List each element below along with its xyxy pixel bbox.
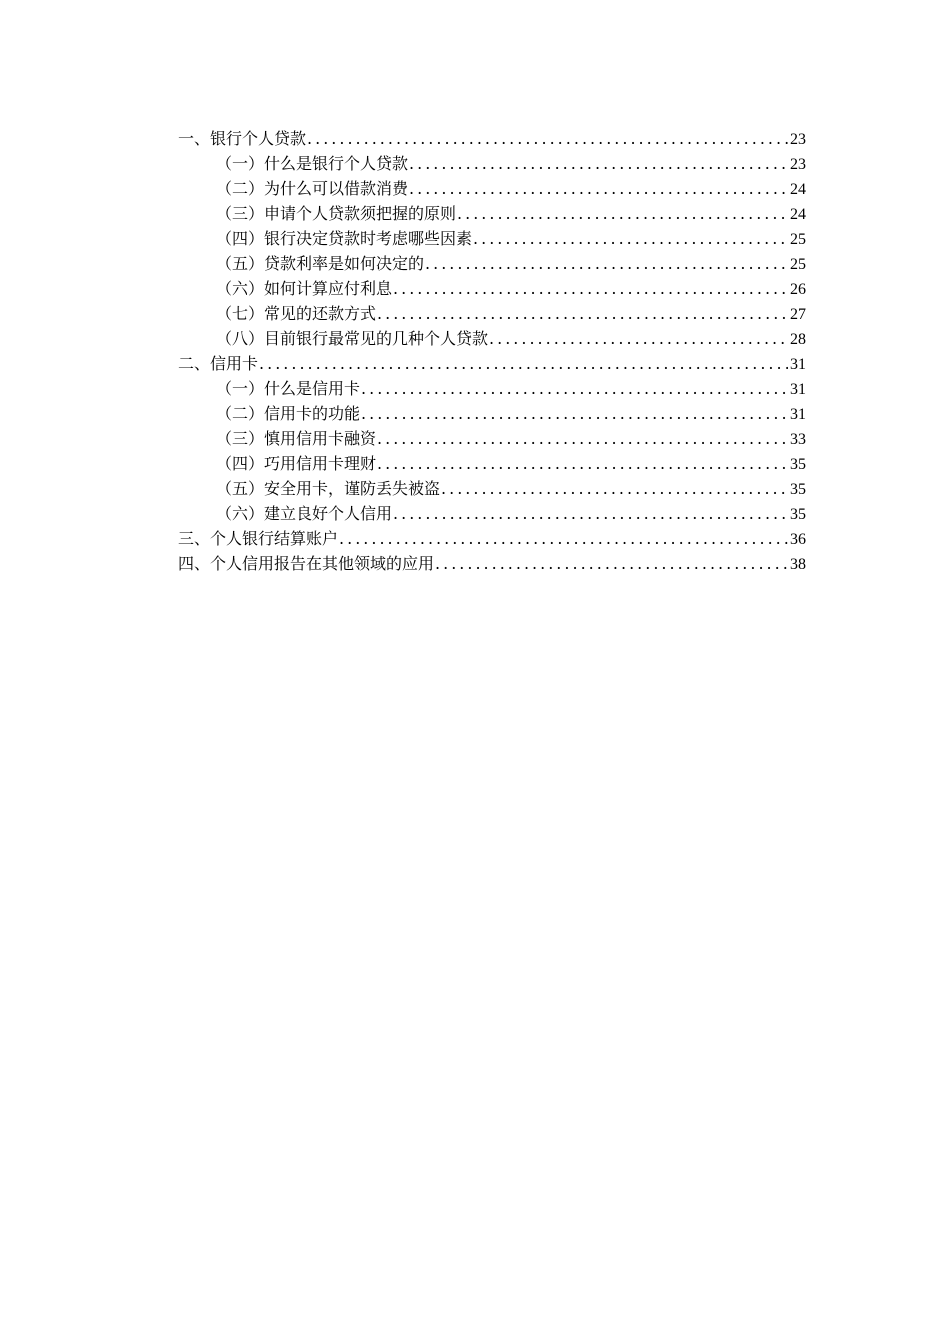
dot-leader xyxy=(457,201,788,226)
toc-entry-title: （四）巧用信用卡理财 xyxy=(216,454,377,473)
toc-entry-page: 31 xyxy=(790,356,806,373)
dot-leader xyxy=(377,451,788,476)
toc-entry-page: 24 xyxy=(790,206,806,223)
dot-leader xyxy=(409,151,788,176)
toc-entry-title: （五）安全用卡，谨防丢失被盗 xyxy=(216,479,441,498)
toc-entry[interactable] xyxy=(178,426,806,451)
toc-entry-title: （二）为什么可以借款消费 xyxy=(216,179,409,198)
toc-entry-page: 35 xyxy=(790,506,806,523)
toc-entry[interactable] xyxy=(178,401,806,426)
toc-entry[interactable] xyxy=(178,301,806,326)
toc-entry-title: （五）贷款利率是如何决定的 xyxy=(216,254,425,273)
toc-entry[interactable] xyxy=(178,276,806,301)
toc-entry-title: （二）信用卡的功能 xyxy=(216,404,361,423)
dot-leader xyxy=(393,276,788,301)
toc-entry-page: 25 xyxy=(790,231,806,248)
dot-leader xyxy=(425,251,788,276)
toc-entry-page: 33 xyxy=(790,431,806,448)
toc-entry-page: 36 xyxy=(790,531,806,548)
dot-leader xyxy=(435,551,788,576)
table-of-contents xyxy=(178,126,806,576)
dot-leader xyxy=(377,426,788,451)
toc-entry[interactable] xyxy=(178,551,806,576)
toc-entry[interactable] xyxy=(178,226,806,251)
toc-entry[interactable] xyxy=(178,451,806,476)
toc-entry[interactable] xyxy=(178,526,806,551)
dot-leader xyxy=(441,476,788,501)
toc-entry-page: 26 xyxy=(790,281,806,298)
toc-entry[interactable] xyxy=(178,151,806,176)
toc-entry-page: 23 xyxy=(790,156,806,173)
toc-entry-page: 31 xyxy=(790,406,806,423)
dot-leader xyxy=(361,376,788,401)
toc-entry-page: 27 xyxy=(790,306,806,323)
dot-leader xyxy=(393,501,788,526)
toc-entry-title: （一）什么是信用卡 xyxy=(216,379,361,398)
toc-entry[interactable] xyxy=(178,326,806,351)
dot-leader xyxy=(377,301,788,326)
toc-entry-page: 35 xyxy=(790,456,806,473)
toc-entry-page: 38 xyxy=(790,556,806,573)
toc-entry-title: 二、信用卡 xyxy=(178,354,259,373)
toc-entry-title: （四）银行决定贷款时考虑哪些因素 xyxy=(216,229,473,248)
toc-entry-page: 35 xyxy=(790,481,806,498)
toc-entry-title: （一）什么是银行个人贷款 xyxy=(216,154,409,173)
toc-entry-title: （三）申请个人贷款须把握的原则 xyxy=(216,204,457,223)
toc-entry-title: （七）常见的还款方式 xyxy=(216,304,377,323)
toc-entry-page: 23 xyxy=(790,131,806,148)
toc-entry-page: 24 xyxy=(790,181,806,198)
toc-entry[interactable] xyxy=(178,201,806,226)
dot-leader xyxy=(409,176,788,201)
dot-leader xyxy=(307,126,788,151)
toc-entry[interactable] xyxy=(178,176,806,201)
toc-entry[interactable] xyxy=(178,476,806,501)
toc-entry-title: （八）目前银行最常见的几种个人贷款 xyxy=(216,329,489,348)
toc-entry-page: 28 xyxy=(790,331,806,348)
dot-leader xyxy=(339,526,788,551)
dot-leader xyxy=(259,351,788,376)
toc-entry-title: （六）建立良好个人信用 xyxy=(216,504,393,523)
toc-entry[interactable] xyxy=(178,251,806,276)
toc-entry-title: 三、个人银行结算账户 xyxy=(178,529,339,548)
toc-entry-title: 一、银行个人贷款 xyxy=(178,129,307,148)
dot-leader xyxy=(361,401,788,426)
toc-entry[interactable] xyxy=(178,501,806,526)
toc-entry-title: 四、个人信用报告在其他领域的应用 xyxy=(178,554,435,573)
toc-entry-page: 25 xyxy=(790,256,806,273)
toc-entry-title: （六）如何计算应付利息 xyxy=(216,279,393,298)
toc-entry-title: （三）慎用信用卡融资 xyxy=(216,429,377,448)
toc-entry[interactable] xyxy=(178,376,806,401)
toc-entry[interactable] xyxy=(178,351,806,376)
toc-entry-page: 31 xyxy=(790,381,806,398)
toc-entry[interactable] xyxy=(178,126,806,151)
dot-leader xyxy=(489,326,788,351)
dot-leader xyxy=(473,226,788,251)
